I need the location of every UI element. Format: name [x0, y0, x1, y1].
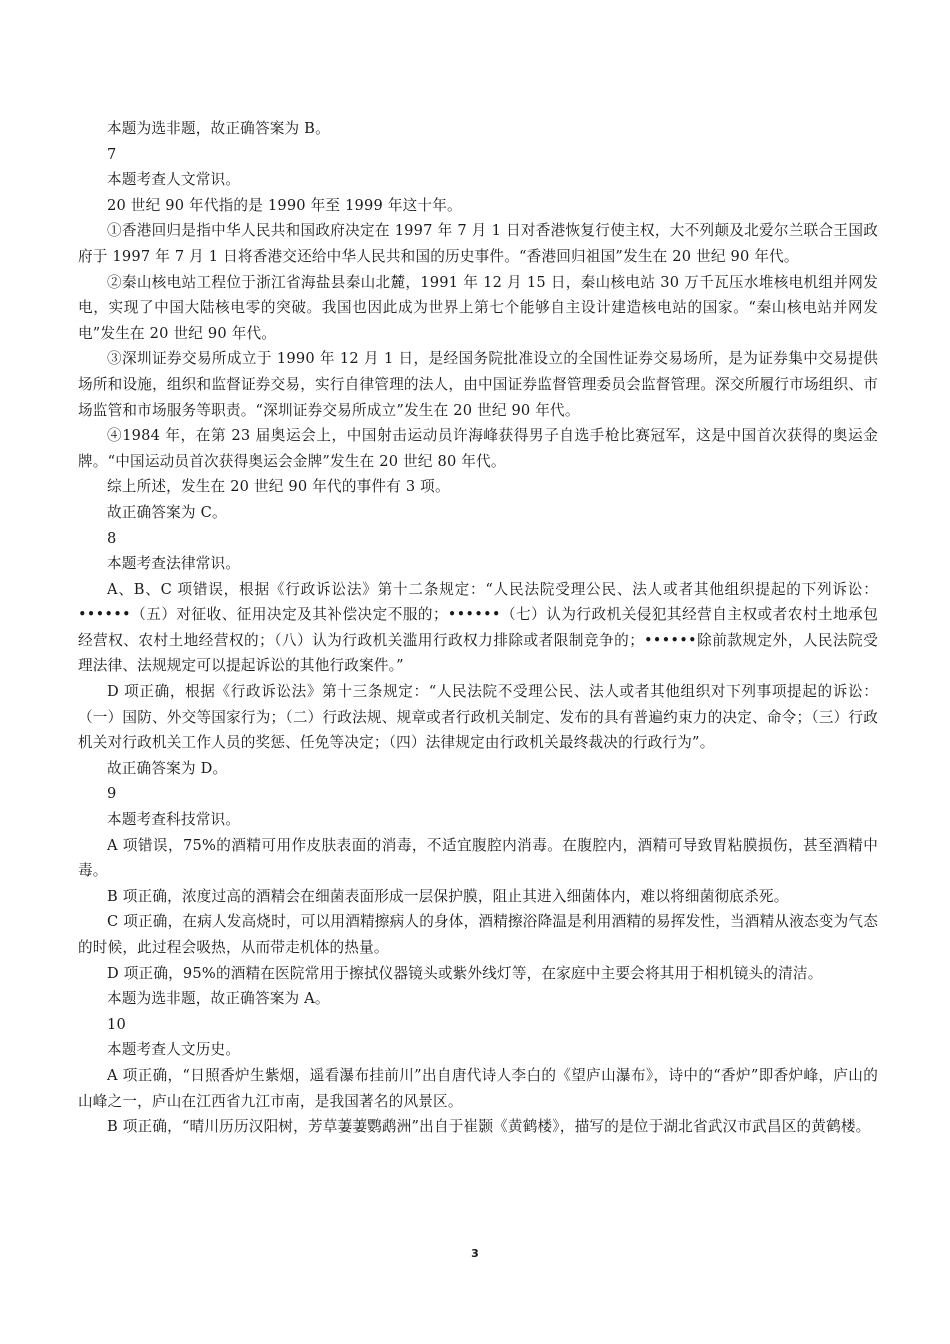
- paragraph: 故正确答案为 C。: [107, 503, 227, 521]
- paragraph: A、B、C 项错误，根据《行政诉讼法》第十二条规定：“人民法院受理公民、法人或者其他组织提起的下列诉讼：••••••（五）对征收、征用决定及其补偿决定不服的；••••••（七）认为行政机关侵犯其经营自主权或者农村土地承包经营权、农村土地经营权的；（八）认为行政机关滥用行政权力排除或者限制竞争的；••••••除前款规定外，人民法院受理法律、法规规定可以提起诉讼的其他行政案件。”: [78, 580, 878, 675]
- paragraph: 本题考查科技常识。: [107, 811, 241, 829]
- page-number: 3: [471, 1247, 479, 1260]
- question-number: 10: [107, 1015, 126, 1033]
- paragraph: B 项正确，“晴川历历汉阳树，芳草萋萋鹦鹉洲”出自于崔颢《黄鹤楼》，描写的是位于湖北省武汉市武昌区的黄鹤楼。: [107, 1118, 871, 1136]
- paragraph: ②秦山核电站工程位于浙江省海盐县秦山北麓，1991 年 12 月 15 日，秦山核电站 30 万千瓦压水堆核电机组并网发电，实现了中国大陆核电零的突破。我国也因此成为世界上第七个能够自主设计建造核电站的国家。“秦山核电站并网发电”发生在 20 世纪 90 年代。: [78, 273, 878, 342]
- question-number: 9: [107, 785, 117, 803]
- paragraph: 故正确答案为 D。: [107, 759, 228, 777]
- paragraph: 20 世纪 90 年代指的是 1990 年至 1999 年这十年。: [107, 196, 462, 214]
- paragraph: ③深圳证券交易所成立于 1990 年 12 月 1 日，是经国务院批准设立的全国性证券交易场所，是为证券集中交易提供场所和设施，组织和监督证券交易，实行自律管理的法人，由中国证券监督管理委员会监督管理。深交所履行市场组织、市场监管和市场服务等职责。“深圳证券交易所成立”发生在 20 世纪 90 年代。: [78, 350, 878, 419]
- paragraph: A 项错误，75%的酒精可用作皮肤表面的消毒，不适宜腹腔内消毒。在腹腔内，酒精可导致胃粘膜损伤，甚至酒精中毒。: [78, 836, 878, 880]
- document-body: [78, 116, 878, 1140]
- paragraph: 本题考查法律常识。: [107, 555, 241, 573]
- paragraph: 本题考查人文常识。: [107, 171, 241, 189]
- paragraph: ④1984 年，在第 23 届奥运会上，中国射击运动员许海峰获得男子自选手枪比赛冠军，这是中国首次获得的奥运金牌。“中国运动员首次获得奥运会金牌”发生在 20 世纪 80 年代。: [78, 427, 878, 470]
- question-number: 8: [107, 529, 117, 547]
- paragraph: ①香港回归是指中华人民共和国政府决定在 1997 年 7 月 1 日对香港恢复行使主权，大不列颠及北爱尔兰联合王国政府于 1997 年 7 月 1 日将香港交还给中华人民共和国的历史事件。“香港回归祖国”发生在 20 世纪 90 年代。: [78, 222, 878, 265]
- paragraph: 本题为选非题，故正确答案为 B。: [107, 120, 330, 137]
- paragraph: 综上所述，发生在 20 世纪 90 年代的事件有 3 项。: [107, 478, 450, 496]
- question-number: 7: [107, 145, 117, 163]
- paragraph: C 项正确，在病人发高烧时，可以用酒精擦病人的身体，酒精擦浴降温是利用酒精的易挥发性，当酒精从液态变为气态的时候，此过程会吸热，从而带走机体的热量。: [78, 913, 878, 956]
- paragraph: D 项正确，根据《行政诉讼法》第十三条规定：“人民法院不受理公民、法人或者其他组织对下列事项提起的诉讼：（一）国防、外交等国家行为；（二）行政法规、规章或者行政机关制定、发布的具有普遍约束力的决定、命令；（三）行政机关对行政机关工作人员的奖惩、任免等决定；（四）法律规定由行政机关最终裁决的行政行为”。: [78, 683, 878, 752]
- paragraph: B 项正确，浓度过高的酒精会在细菌表面形成一层保护膜，阻止其进入细菌体内，难以将细菌彻底杀死。: [107, 887, 789, 905]
- paragraph: D 项正确，95%的酒精在医院常用于擦拭仪器镜头或紫外线灯等，在家庭中主要会将其用于相机镜头的清洁。: [107, 964, 823, 982]
- paragraph: 本题为选非题，故正确答案为 A。: [107, 990, 330, 1008]
- paragraph: A 项正确，“日照香炉生紫烟，遥看瀑布挂前川”出自唐代诗人李白的《望庐山瀑布》，诗中的“香炉”即香炉峰，庐山的山峰之一，庐山在江西省九江市南，是我国著名的风景区。: [78, 1066, 878, 1110]
- paragraph: 本题考查人文历史。: [107, 1041, 241, 1059]
